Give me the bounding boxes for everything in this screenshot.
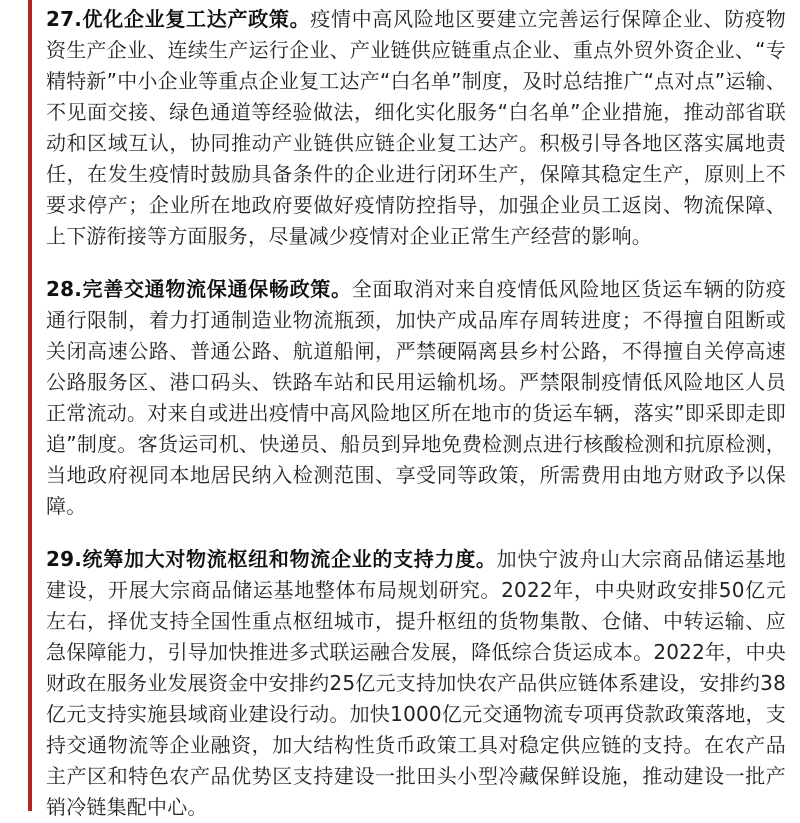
policy-27-body: 疫情中高风险地区要建立完善运行保障企业、防疫物资生产企业、连续生产运行企业、产业链供应链重点企业、重点外贸外资企业、“专精特新”中小企业等重点企业复工达产“白名单”制度，及时总结推广“点对点”运输、不见面交接、绿色通道等经验做法，细化实化服务“白名单”企业措施，推动部省联动和区域互认，协同推动产业链供应链企业复工达产。积极引导各地区落实属地责任，在发生疫情时鼓励具备条件的企业进行闭环生产，保障其稳定生产，原则上不要求停产；企业所在地政府要做好疫情防控指导，加强企业员工返岗、物流保障、上下游衔接等方面服务，尽量减少疫情对企业正常生产经营的影响。 [46,7,786,248]
policy-28-body: 全面取消对来自疫情低风险地区货运车辆的防疫通行限制，着力打通制造业物流瓶颈，加快产成品库存周转进度；不得擅自阻断或关闭高速公路、普通公路、航道船闸，严禁硬隔离县乡村公路，不得擅自关停高速公路服务区、港口码头、铁路车站和民用运输机场。严禁限制疫情低风险地区人员正常流动。对来自或进出疫情中高风险地区所在地市的货运车辆，落实”即采即走即追”制度。客货运司机、快递员、船员到异地免费检测点进行核酸检测和抗原检测，当地政府视同本地居民纳入检测范围、享受同等政策，所需费用由地方财政予以保障。 [46,277,786,518]
policy-29-body: 加快宁波舟山大宗商品储运基地建设，开展大宗商品储运基地整体布局规划研究。2022年，中央财政安排50亿元左右，择优支持全国性重点枢纽城市，提升枢纽的货物集散、仓储、中转运输、应急保障能力，引导加快推进多式联运融合发展，降低综合货运成本。2022年，中央财政在服务业发展资金中安排约25亿元支持加快农产品供应链体系建设，安排约38亿元支持实施县域商业建设行动。加快1000亿元交通物流专项再贷款政策落地，支持交通物流等企业融资，加大结构性货币政策工具对稳定供应链的支持。在农产品主产区和特色农产品优势区支持建设一批田头小型冷藏保鲜设施，推动建设一批产销冷链集配中心。 [46,547,787,819]
left-accent-bar [28,0,32,811]
policy-29 [46,544,786,823]
policy-28-title: 28.完善交通物流保通保畅政策。 [46,277,352,301]
policy-document [46,4,786,823]
policy-28 [46,274,786,522]
policy-27 [46,4,786,252]
policy-27-title: 27.优化企业复工达产政策。 [46,7,311,31]
policy-29-title: 29.统筹加大对物流枢纽和物流企业的支持力度。 [46,547,497,571]
